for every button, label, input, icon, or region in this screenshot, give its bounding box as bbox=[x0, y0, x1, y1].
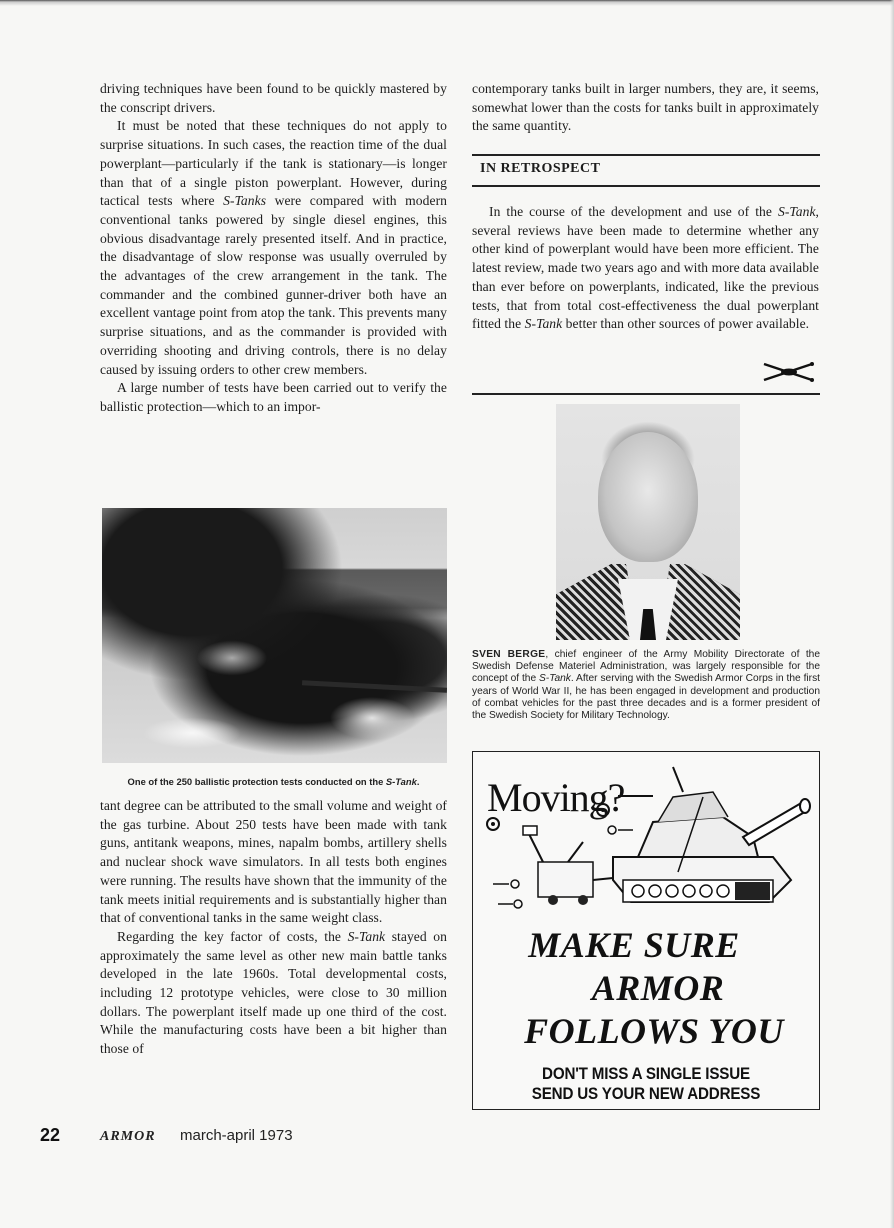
ad-subtext-line: SEND US YOUR NEW ADDRESS bbox=[531, 1085, 761, 1103]
section-rule-top bbox=[472, 154, 820, 156]
left-column-bottom-text bbox=[100, 797, 447, 1059]
change-of-address-ad bbox=[472, 751, 820, 1110]
paragraph: A large number of tests have been carried out to verify the ballistic protection—which to an impor- bbox=[100, 380, 447, 414]
section-heading: IN RETROSPECT bbox=[480, 161, 601, 176]
right-column-top-text bbox=[472, 80, 819, 136]
issue-date: march-april 1973 bbox=[180, 1127, 293, 1144]
tank-barrel-shape bbox=[302, 680, 447, 693]
crossed-sabers-icon bbox=[760, 360, 818, 384]
author-portrait-photo bbox=[556, 404, 740, 640]
ad-headline-line: FOLLOWS YOU bbox=[524, 1011, 784, 1051]
paragraph: It must be noted that these techniques do not apply to surprise situations. In such cases, the reaction time of the dual powerplant—particularly if the tank is stationary—is longer than that of a single piston powerplant. However, during tactical tests where S-Tanks were compared with modern conventional tanks powered by single diesel engines, this obvious disadvantage rarely presented itself. And in practice, the disadvantage of slow response was usually overruled by the advantages of the crew arrangement in the tank. The commander and the combined gunner-driver both have an excellent vantage point from atop the tank. This prevents many surprise situations, and as the commander is provided with overriding shooting and driving controls, there is no delay caused by issuing orders to other crew members. bbox=[100, 118, 447, 377]
paragraph: In the course of the development and use of the S-Tank, several reviews have been made to determine whether any other kind of powerplant would have been more efficient. The latest review, made two years ago and with more data available than ever before on powerplants, indicated, like the previous tests, that from total cost-effectiveness the dual powerplant fitted the S-Tank better than other sources of power available. bbox=[472, 204, 819, 332]
left-column-top-text bbox=[100, 80, 447, 417]
magazine-name: ARMOR bbox=[100, 1129, 156, 1144]
article-end-rule bbox=[472, 393, 820, 395]
paragraph: tant degree can be attributed to the small volume and weight of the gas turbine. About 250 tests have been made with tank guns, antitank weapons, mines, napalm bombs, artillery shells and nuclear shock wave simulators. In all tests both engines were running. The results have shown that the immunity of the tank meets initial requirements and is substantially higher than that of conventional tanks in the same weight class. bbox=[100, 798, 447, 926]
ballistic-test-photo bbox=[102, 508, 447, 763]
paragraph: driving techniques have been found to be quickly mastered by the conscript drivers. bbox=[100, 81, 447, 115]
ad-headline-line: MAKE SURE bbox=[528, 925, 740, 965]
paragraph: Regarding the key factor of costs, the S-Tank stayed on approximately the same level as other new main battle tanks developed in the late 1960s. Total developmental costs, including 12 prototype vehicles, were close to 30 million dollars. The powerplant itself made up one third of the cost. While the manufacturing costs have been a bit higher than those of bbox=[100, 928, 447, 1057]
portrait-head bbox=[598, 432, 698, 562]
page-top-shadow bbox=[0, 0, 894, 6]
ad-headline-armor: ARMOR bbox=[591, 968, 725, 1008]
section-rule-bottom bbox=[472, 185, 820, 187]
author-bio: SVEN BERGE, chief engineer of the Army Mobility Directorate of the Swedish Defense Materiel Administration, was largely responsible for the concept of the S-Tank. After serving with the Swedish Armor Corps in the first years of World War II, he has been engaged in development and production of combat vehicles for the past three decades and is a former president of the Swedish Society for Military Technology. bbox=[472, 649, 820, 722]
ad-subtext-line: DON'T MISS A SINGLE ISSUE bbox=[542, 1065, 750, 1083]
page-right-edge bbox=[890, 0, 894, 1228]
ad-moving-title: Moving? bbox=[487, 775, 625, 820]
page-number: 22 bbox=[40, 1125, 61, 1145]
paragraph: contemporary tanks built in larger numbers, they are, it seems, somewhat lower than the costs for tanks built in approximately the same quantity. bbox=[472, 81, 819, 134]
right-column-retrospect-text bbox=[472, 203, 819, 334]
photo-caption: One of the 250 ballistic protection tests conducted on the S-Tank. bbox=[127, 776, 420, 787]
